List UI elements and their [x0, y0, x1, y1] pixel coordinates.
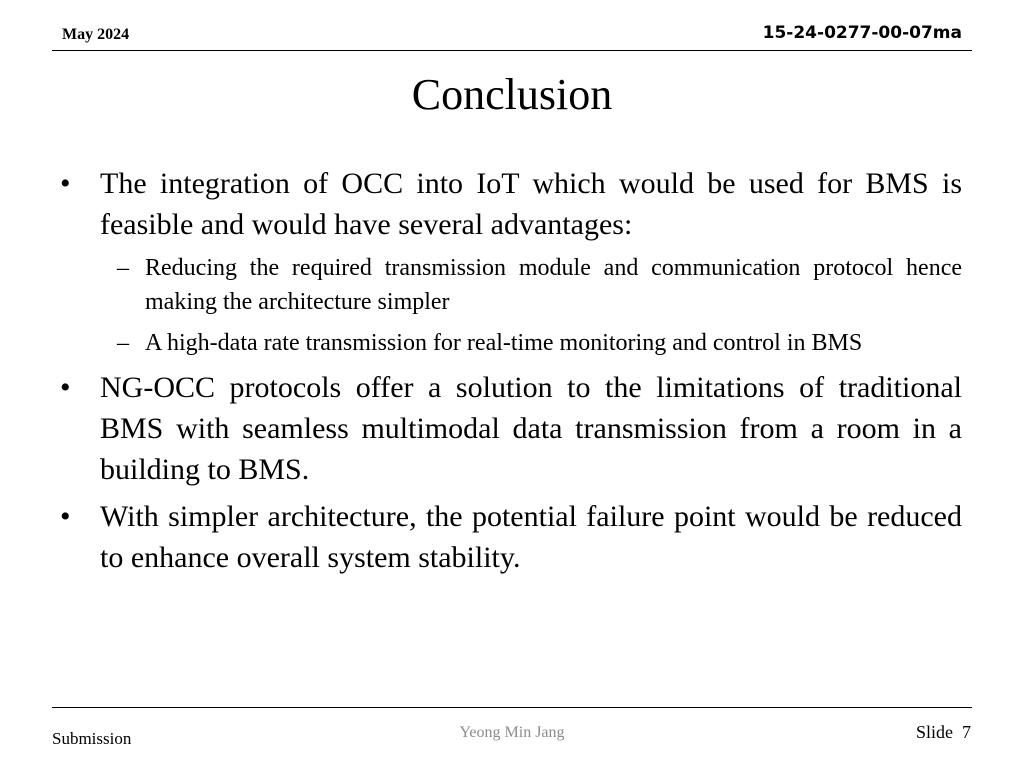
bullet-text: With simpler architecture, the potential failure point would be reduced to enhance overall system stability. [100, 500, 962, 574]
slide-number-value: 7 [962, 722, 971, 742]
document-id: 15-24-0277-00-07ma [762, 23, 962, 43]
bullet-marker: • [60, 500, 71, 533]
sub-bullet-item [117, 326, 962, 360]
slide-label: Slide [915, 722, 953, 742]
bullet-marker: • [60, 167, 71, 200]
bullet-text: The integration of OCC into IoT which would be used for BMS is feasible and would have several advantages: [100, 167, 962, 241]
sub-bullet-text: A high-data rate transmission for real-time monitoring and control in BMS [145, 330, 863, 356]
bullet-text: NG-OCC protocols offer a solution to the limitations of traditional BMS with seamless multimodal data transmission from a room in a building to BMS. [100, 371, 962, 486]
footer-author: Yeong Min Jang [459, 724, 565, 741]
slide-title: Conclusion [411, 70, 613, 119]
footer-submission: Submission [52, 729, 132, 748]
slide-number [916, 722, 971, 743]
bullet-item [60, 163, 962, 245]
bullet-item [60, 496, 962, 578]
sub-bullet-item [117, 251, 962, 319]
bullet-marker: • [60, 371, 71, 404]
sub-bullet-text: Reducing the required transmission module and communication protocol hence making the architecture simpler [145, 255, 962, 315]
slide-content [60, 163, 962, 584]
sub-bullet-marker: – [117, 330, 129, 356]
sub-bullet-marker: – [117, 255, 129, 281]
header-divider [52, 50, 972, 51]
footer-divider [52, 707, 972, 708]
bullet-item [60, 367, 962, 490]
header-date: May 2024 [62, 26, 130, 43]
